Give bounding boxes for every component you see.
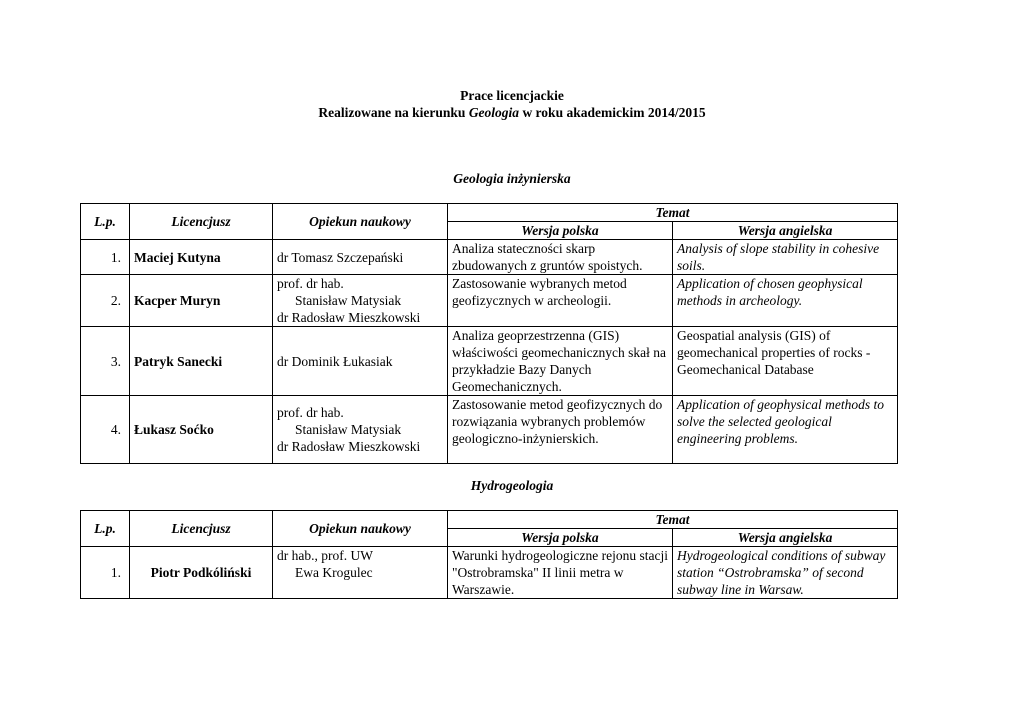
supervisor <box>273 275 448 327</box>
topic-english: Application of geophysical methods to solve the selected geological engineering problems. <box>673 396 898 464</box>
supervisor-line: dr Tomasz Szczepański <box>277 249 404 265</box>
supervisor-line: prof. dr hab. <box>277 405 344 420</box>
title-line-2-prefix: Realizowane na kierunku <box>318 105 469 120</box>
student-name: Maciej Kutyna <box>130 240 273 275</box>
supervisor-line: dr Dominik Łukasiak <box>277 353 393 369</box>
supervisor-line: dr hab., prof. UW <box>277 548 373 563</box>
topic-polish: Zastosowanie wybranych metod geofizycznych w archeologii. <box>448 275 673 327</box>
col-header-student: Licencjusz <box>130 511 273 547</box>
student-name: Kacper Muryn <box>130 275 273 327</box>
col-header-lp: L.p. <box>81 204 130 240</box>
supervisor-line: Stanisław Matysiak <box>295 293 402 308</box>
topic-polish: Zastosowanie metod geofizycznych do rozwiązania wybranych problemów geologiczno-inżynierskich. <box>448 396 673 464</box>
supervisor-line: Stanisław Matysiak <box>295 422 402 437</box>
table-row <box>81 327 898 396</box>
supervisor <box>273 240 448 275</box>
supervisor-line: dr Radosław Mieszkowski <box>277 310 421 325</box>
supervisor-line: dr Radosław Mieszkowski <box>277 439 421 454</box>
col-header-lp: L.p. <box>81 511 130 547</box>
document-title <box>0 87 1024 121</box>
topic-english: Geospatial analysis (GIS) of geomechanical properties of rocks - Geomechanical Database <box>673 327 898 396</box>
supervisor <box>273 547 448 599</box>
row-number: 3. <box>81 327 130 396</box>
topic-english: Application of chosen geophysical methods in archeology. <box>673 275 898 327</box>
row-number: 1. <box>81 240 130 275</box>
table-row <box>81 547 898 599</box>
theses-table-hydrogeology <box>80 510 898 599</box>
col-header-english: Wersja angielska <box>673 529 898 547</box>
table-row <box>81 275 898 327</box>
col-header-supervisor: Opiekun naukowy <box>273 511 448 547</box>
table-row <box>81 240 898 275</box>
col-header-student: Licencjusz <box>130 204 273 240</box>
topic-polish: Warunki hydrogeologiczne rejonu stacji "Ostrobramska" II linii metra w Warszawie. <box>448 547 673 599</box>
col-header-topic: Temat <box>448 204 898 222</box>
col-header-polish: Wersja polska <box>448 529 673 547</box>
col-header-supervisor: Opiekun naukowy <box>273 204 448 240</box>
topic-polish: Analiza geoprzestrzenna (GIS) właściwości geomechanicznych skał na przykładzie Bazy Danych Geomechanicznych. <box>448 327 673 396</box>
supervisor-line: Ewa Krogulec <box>295 565 373 580</box>
table-row <box>81 396 898 464</box>
supervisor <box>273 327 448 396</box>
section-title: Hydrogeologia <box>470 478 554 493</box>
col-header-english: Wersja angielska <box>673 222 898 240</box>
title-line-2-field: Geologia <box>468 105 520 120</box>
title-line-1: Prace licencjackie <box>460 88 564 103</box>
student-name: Patryk Sanecki <box>130 327 273 396</box>
row-number: 1. <box>81 547 130 599</box>
title-line-2-suffix: w roku akademickim 2014/2015 <box>519 105 706 120</box>
student-name: Piotr Podkóliński <box>130 547 273 599</box>
col-header-polish: Wersja polska <box>448 222 673 240</box>
row-number: 4. <box>81 396 130 464</box>
row-number: 2. <box>81 275 130 327</box>
supervisor <box>273 396 448 464</box>
topic-english: Analysis of slope stability in cohesive soils. <box>673 240 898 275</box>
title-line-2 <box>0 104 1024 121</box>
student-name: Łukasz Soćko <box>130 396 273 464</box>
theses-table-engineering-geology <box>80 203 898 464</box>
supervisor-line: prof. dr hab. <box>277 276 344 291</box>
col-header-topic: Temat <box>448 511 898 529</box>
topic-polish: Analiza stateczności skarp zbudowanych z gruntów spoistych. <box>448 240 673 275</box>
section-title: Geologia inżynierska <box>453 171 571 186</box>
topic-english: Hydrogeological conditions of subway station “Ostrobramska” of second subway line in Warsaw. <box>673 547 898 599</box>
